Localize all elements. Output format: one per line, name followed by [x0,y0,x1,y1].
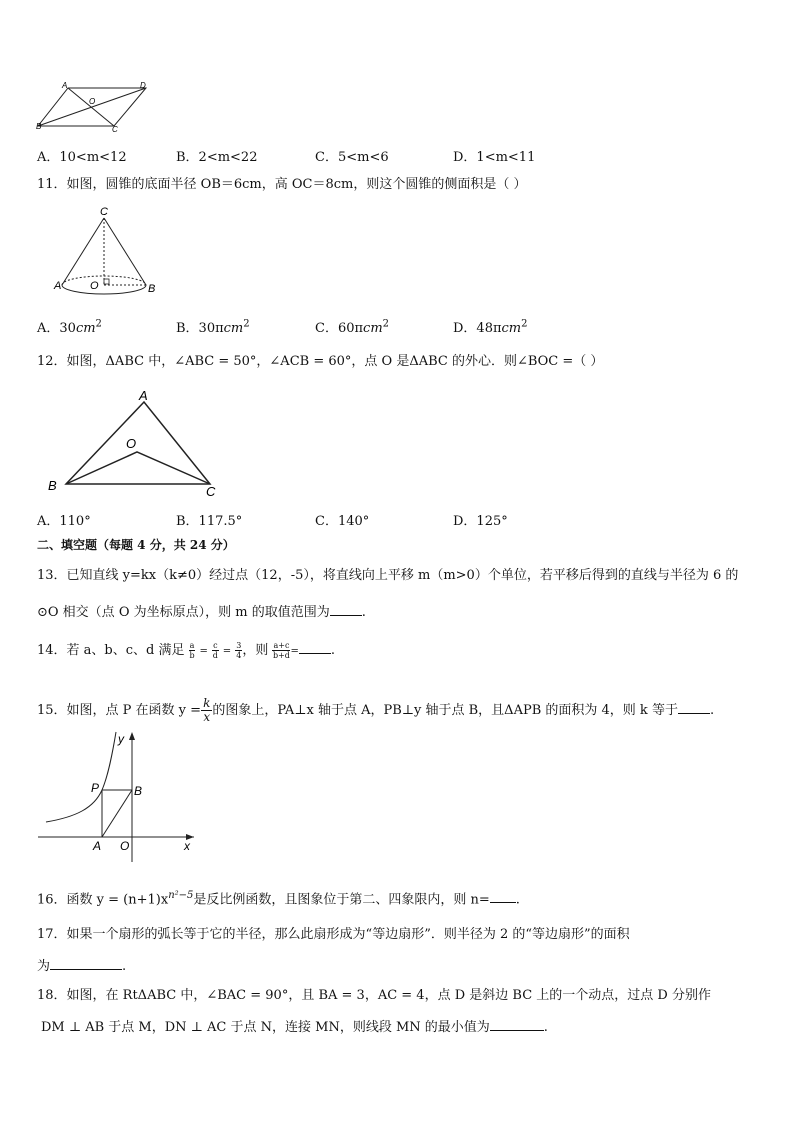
q13-line1: 13．已知直线 y=kx（k≠0）经过点（12，-5），将直线向上平移 m（m>0）个单位，若平移后得到的直线与半径为 6 的 [37,568,739,583]
label-c: C [100,206,108,218]
q18-line2: DM ⊥ AB 于点 M，DN ⊥ AC 于点 N，连接 MN，则线段 MN 的最小值为 . [41,1020,548,1035]
fraction-3-4: $\frac{3}{4}$ [236,641,242,660]
q12-option-c: C．140° [315,514,370,529]
q10-option-c: C．5<m<6 [315,150,389,165]
answer-blank[interactable] [330,603,362,616]
label-o: O [90,280,99,292]
label-x: x [184,839,190,853]
q11-option-d: D．48πcm$^2$ [453,318,528,336]
answer-blank[interactable] [490,890,516,903]
label-y: y [118,732,124,746]
q16-line: 16．函数 $y = (n+1)x^{n^2-5}$是反比例函数，且图象位于第二、四象限内，则 n= . [37,890,520,908]
q17-line2: 为 . [37,959,127,974]
q11-option-a: A．$30cm^2$ [37,318,102,336]
answer-blank[interactable] [299,641,331,654]
label-b: B [148,283,156,295]
label-a: A [62,81,68,90]
label-b: B [134,784,143,798]
fraction-a-b: $\frac{a}{b}$ [189,641,195,660]
triangle-figure [44,386,224,502]
label-a: A [93,839,102,853]
fraction-sum: $\frac{a+c}{b+d}$ [272,641,290,660]
answer-blank[interactable] [490,1018,544,1031]
q10-option-d: D．1<m<11 [453,150,536,165]
label-a: A [54,280,62,292]
q11-option-c: C．60πcm$^2$ [315,318,390,336]
q15-line: 15．如图，点 P 在函数 y = $\frac{k}{x}$的图象上，PA⊥x 轴于点 A，PB⊥y 轴于点 B，且ΔAPB 的面积为 4，则 k 等于 . [37,696,715,724]
q17-line1: 17．如果一个扇形的弧长等于它的半径，那么此扇形成为“等边扇形”．则半径为 2 的“等边扇形”的面积 [37,927,630,942]
section-heading: 二、填空题（每题 4 分，共 24 分） [37,538,235,552]
label-b: B [36,122,42,131]
q18-line1: 18．如图，在 RtΔABC 中，∠BAC = 90°，且 BA = 3，AC = 4，点 D 是斜边 BC 上的一个动点，过点 D 分别作 [37,988,711,1003]
label-a: A [139,388,148,403]
q12-option-d: D．125° [453,514,508,529]
label-c: C [206,484,216,499]
answer-blank[interactable] [50,957,122,970]
label-c: C [112,125,118,134]
q12-option-a: A．110° [37,514,91,529]
q10-option-a: A．10<m<12 [37,150,127,165]
fraction-c-d: $\frac{c}{d}$ [212,641,218,660]
q11-option-b: B．30πcm$^2$ [176,318,250,336]
q13-line2: ⊙O 相交（点 O 为坐标原点），则 m 的取值范围为 . [37,605,366,620]
label-o: O [126,436,137,451]
cone-figure [52,204,162,300]
label-o: O [120,839,130,853]
hyperbola-figure [36,728,206,864]
q11-stem: 11．如图，圆锥的底面半径 OB＝6cm，高 OC＝8cm，则这个圆锥的侧面积是（ ） [37,177,527,192]
parallelogram-figure [36,78,156,134]
q10-option-b: B．2<m<22 [176,150,258,165]
answer-blank[interactable] [678,701,710,714]
q12-option-b: B．117.5° [176,514,243,529]
q12-stem: 12．如图，ΔABC 中，∠ABC = 50°，∠ACB = 60°，点 O 是ΔABC 的外心．则∠BOC =（ ） [37,354,604,369]
fraction-k-x: $\frac{k}{x}$ [203,696,211,724]
label-o: O [89,97,96,106]
label-b: B [48,478,57,493]
label-d: D [140,81,146,90]
q14-line: 14．若 a、b、c、d 满足 $\frac{a}{b}$ = $\frac{c}{d}$ = $\frac{3}{4}$ ，则 $\frac{a+c}{b+d}$ = . [37,641,335,660]
label-p: P [91,781,100,795]
